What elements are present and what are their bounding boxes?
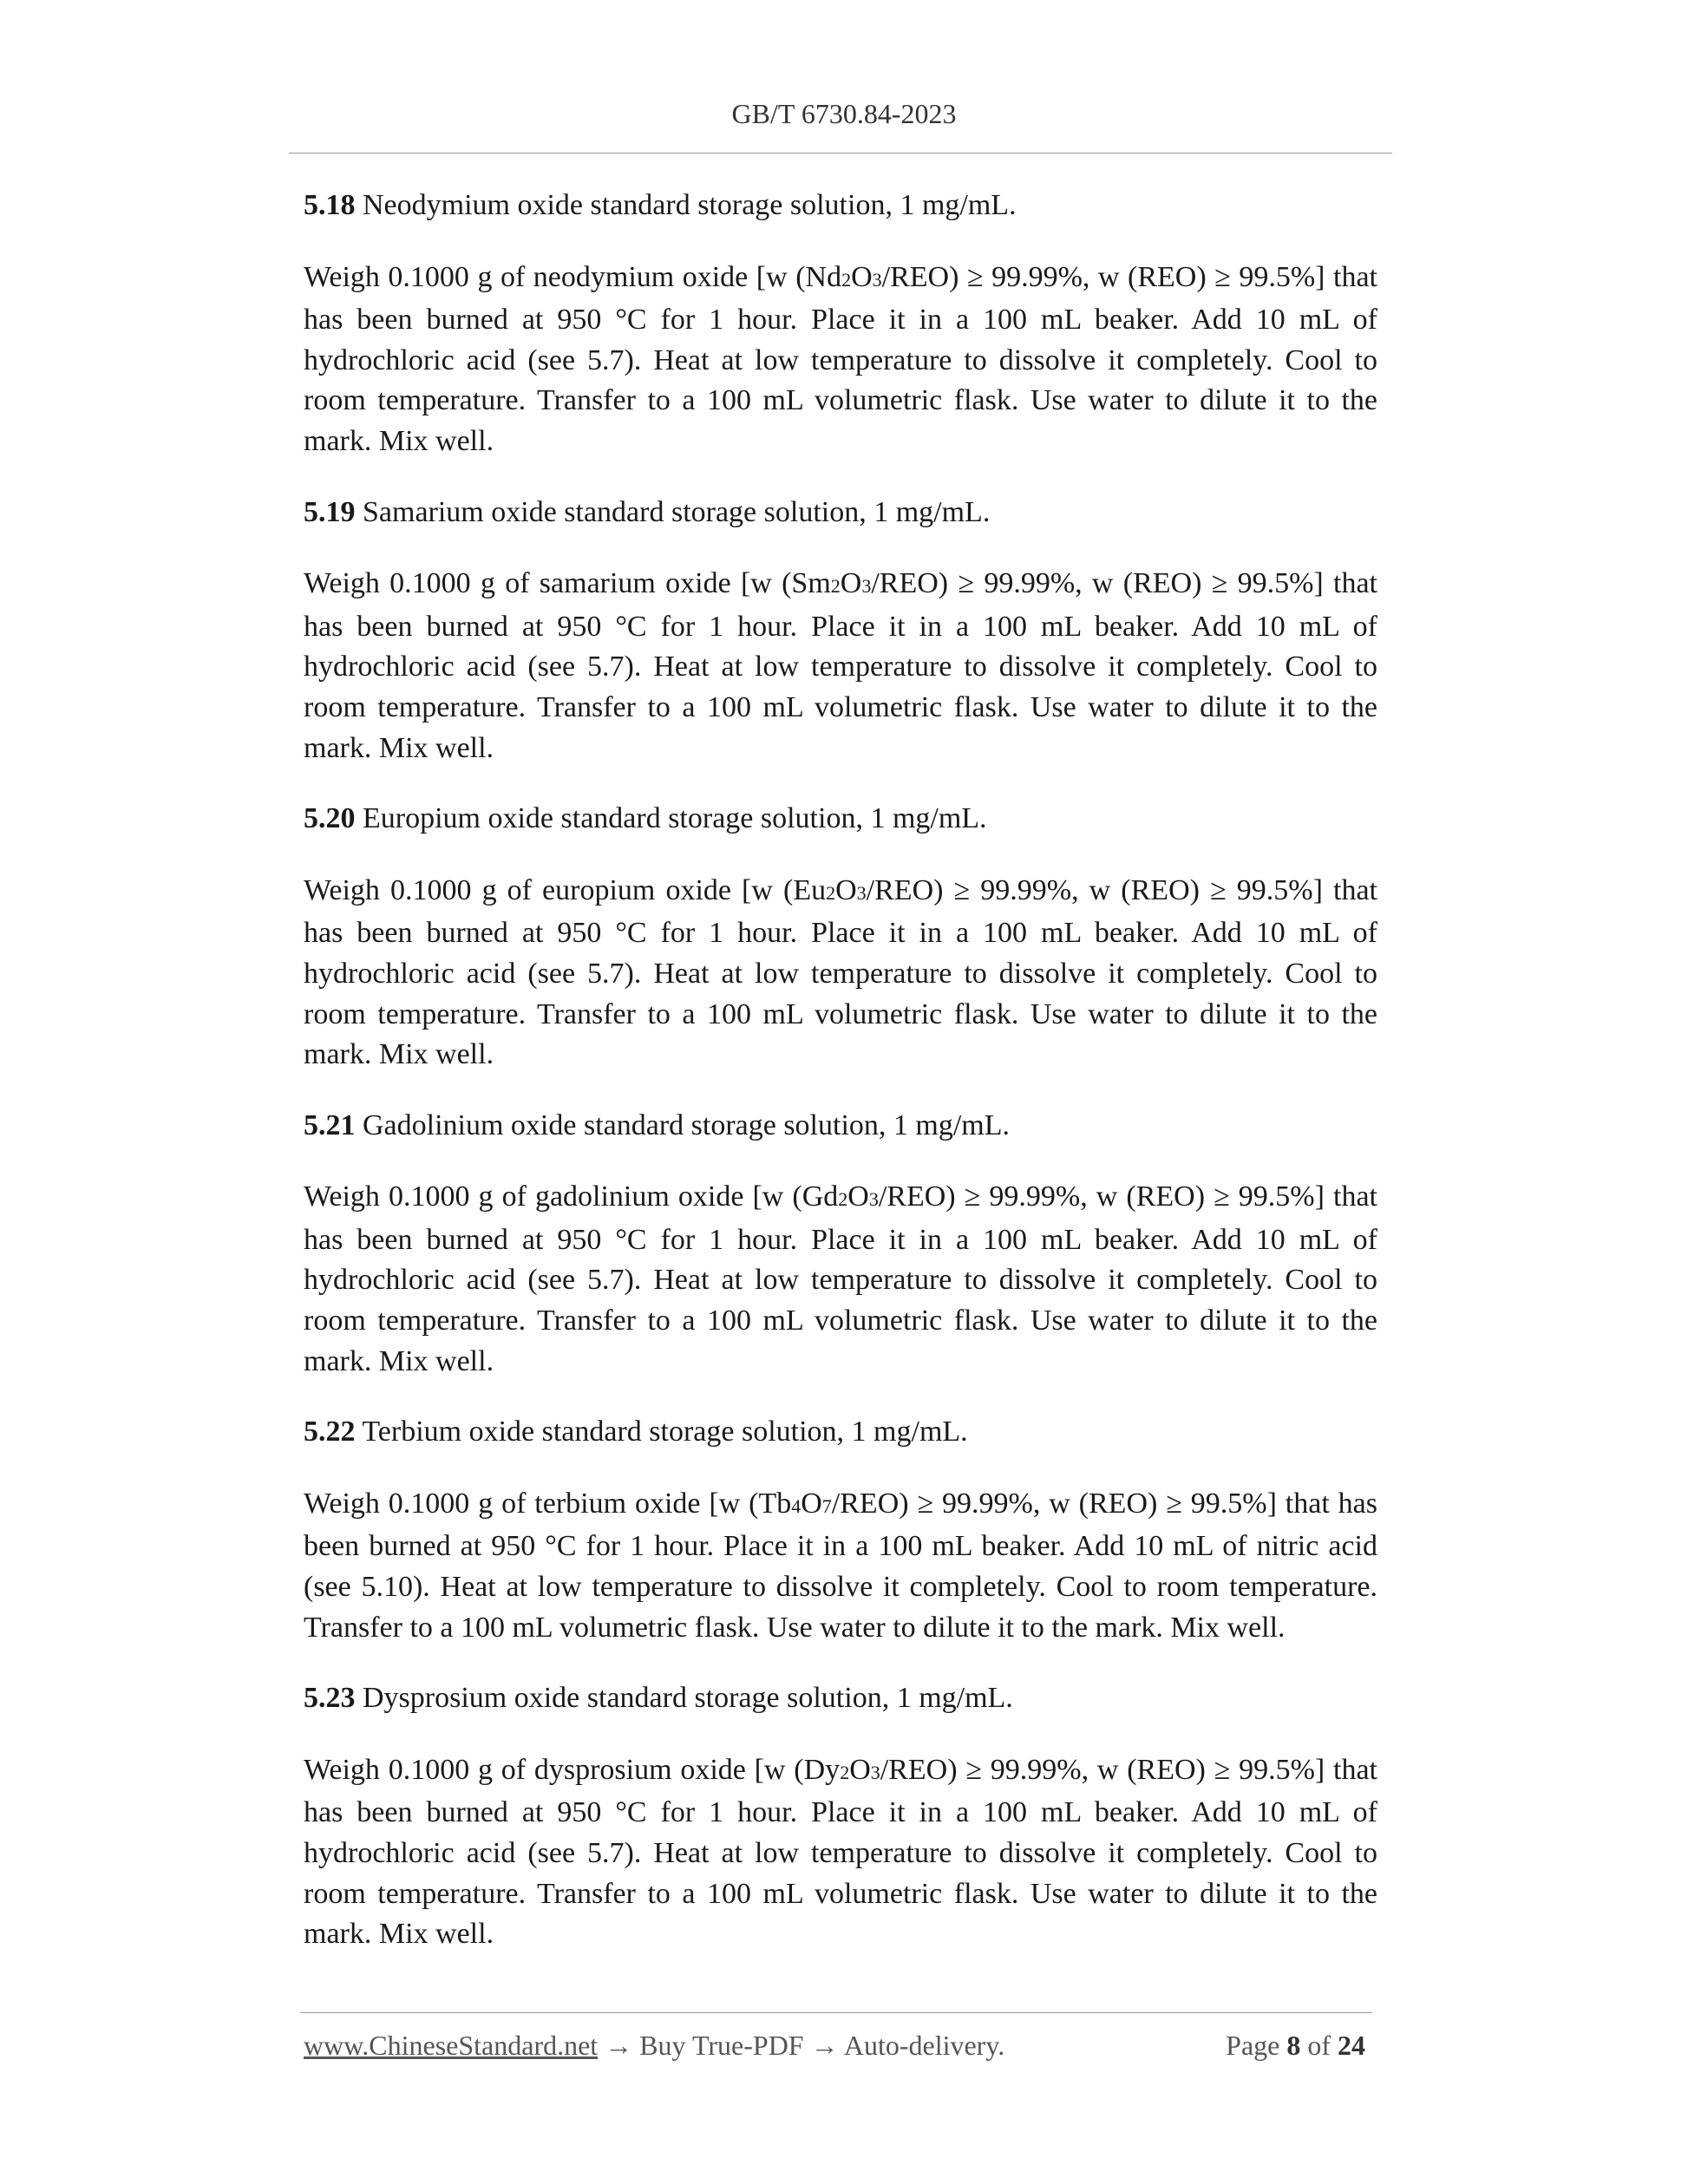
paragraph-text: O bbox=[849, 1753, 871, 1786]
subscript: 3 bbox=[861, 575, 872, 598]
section-number: 5.20 bbox=[304, 802, 356, 835]
section-heading-5-20 bbox=[304, 799, 1377, 840]
page-of-label: of bbox=[1300, 2030, 1338, 2061]
subscript: 2 bbox=[838, 1188, 848, 1211]
section-heading-5-18 bbox=[304, 186, 1377, 226]
paragraph-text: Weigh 0.1000 g of neodymium oxide [w (Nd bbox=[304, 260, 842, 293]
section-heading-5-23 bbox=[304, 1678, 1377, 1719]
footer-promo bbox=[304, 2030, 1004, 2062]
header-divider bbox=[289, 153, 1392, 154]
page-indicator bbox=[1226, 2030, 1365, 2062]
subscript: 2 bbox=[841, 268, 852, 291]
section-paragraph-5-23 bbox=[304, 1750, 1377, 1955]
subscript: 2 bbox=[826, 881, 836, 904]
section-heading-5-19 bbox=[304, 493, 1377, 533]
section-number: 5.22 bbox=[304, 1416, 356, 1448]
page-label: Page bbox=[1226, 2030, 1287, 2061]
section-heading-5-22 bbox=[304, 1412, 1377, 1453]
paragraph-text: O bbox=[847, 1180, 869, 1213]
paragraph-text: O bbox=[840, 567, 862, 600]
paragraph-text: Weigh 0.1000 g of samarium oxide [w (Sm bbox=[304, 567, 831, 600]
subscript: 7 bbox=[821, 1494, 832, 1517]
paragraph-text: /REO) ≥ 99.99%, w (REO) ≥ 99.5%] that has been burned at 950 °C for 1 hour. Place it in a 100 mL beaker. Add 10 mL of hydrochloric acid (see 5.7). Heat at low temperature to dissolve it completely. Cool to room temperature. Transfer to a 100 mL volumetric flask. Use water to dilute it to the mark. Mix well. bbox=[304, 1753, 1377, 1951]
website-link[interactable]: www.ChineseStandard.net bbox=[304, 2030, 599, 2061]
subscript: 3 bbox=[870, 1761, 880, 1783]
section-paragraph-5-22 bbox=[304, 1484, 1377, 1648]
section-number: 5.19 bbox=[304, 495, 356, 528]
section-paragraph-5-21 bbox=[304, 1177, 1377, 1382]
paragraph-text: /REO) ≥ 99.99%, w (REO) ≥ 99.5%] that has been burned at 950 °C for 1 hour. Place it in a 100 mL beaker. Add 10 mL of nitric acid (see 5.10). Heat at low temperature to dissolve it completely. Cool to room temperature. Transfer to a 100 mL volumetric flask. Use water to dilute it to the mark. Mix well. bbox=[304, 1487, 1377, 1644]
paragraph-text: O bbox=[801, 1487, 822, 1520]
paragraph-text: O bbox=[835, 873, 857, 906]
subscript: 3 bbox=[868, 1188, 879, 1211]
subscript: 3 bbox=[872, 268, 882, 291]
section-title: Terbium oxide standard storage solution, 1 mg/mL. bbox=[355, 1416, 968, 1448]
paragraph-text: /REO) ≥ 99.99%, w (REO) ≥ 99.5%] that has been burned at 950 °C for 1 hour. Place it in a 100 mL beaker. Add 10 mL of hydrochloric acid (see 5.7). Heat at low temperature to dissolve it completely. Cool to room temperature. Transfer to a 100 mL volumetric flask. Use water to dilute it to the mark. Mix well. bbox=[304, 260, 1377, 457]
total-pages-number: 24 bbox=[1338, 2030, 1365, 2061]
paragraph-text: Weigh 0.1000 g of gadolinium oxide [w (Gd bbox=[304, 1180, 839, 1213]
footer-divider bbox=[300, 2012, 1372, 2013]
subscript: 2 bbox=[840, 1761, 850, 1783]
section-paragraph-5-19 bbox=[304, 564, 1377, 768]
paragraph-text: Weigh 0.1000 g of europium oxide [w (Eu bbox=[304, 873, 827, 906]
paragraph-text: /REO) ≥ 99.99%, w (REO) ≥ 99.5%] that has been burned at 950 °C for 1 hour. Place it in a 100 mL beaker. Add 10 mL of hydrochloric acid (see 5.7). Heat at low temperature to dissolve it completely. Cool to room temperature. Transfer to a 100 mL volumetric flask. Use water to dilute it to the mark. Mix well. bbox=[304, 873, 1377, 1071]
section-number: 5.21 bbox=[304, 1108, 356, 1141]
document-body bbox=[304, 186, 1377, 1985]
subscript: 4 bbox=[791, 1494, 801, 1517]
section-paragraph-5-18 bbox=[304, 258, 1377, 462]
section-number: 5.18 bbox=[304, 189, 356, 221]
paragraph-text: Weigh 0.1000 g of terbium oxide [w (Tb bbox=[304, 1487, 792, 1520]
section-title: Dysprosium oxide standard storage solution, 1 mg/mL. bbox=[355, 1682, 1013, 1715]
current-page-number: 8 bbox=[1286, 2030, 1301, 2061]
paragraph-text: /REO) ≥ 99.99%, w (REO) ≥ 99.5%] that has been burned at 950 °C for 1 hour. Place it in a 100 mL beaker. Add 10 mL of hydrochloric acid (see 5.7). Heat at low temperature to dissolve it completely. Cool to room temperature. Transfer to a 100 mL volumetric flask. Use water to dilute it to the mark. Mix well. bbox=[304, 567, 1377, 764]
paragraph-text: /REO) ≥ 99.99%, w (REO) ≥ 99.5%] that has been burned at 950 °C for 1 hour. Place it in a 100 mL beaker. Add 10 mL of hydrochloric acid (see 5.7). Heat at low temperature to dissolve it completely. Cool to room temperature. Transfer to a 100 mL volumetric flask. Use water to dilute it to the mark. Mix well. bbox=[304, 1180, 1377, 1377]
section-heading-5-21 bbox=[304, 1106, 1377, 1147]
section-title: Gadolinium oxide standard storage solution, 1 mg/mL. bbox=[355, 1108, 1011, 1141]
footer-promo-text: → Buy True-PDF → Auto-delivery. bbox=[598, 2030, 1005, 2061]
section-title: Europium oxide standard storage solution, 1 mg/mL. bbox=[355, 802, 987, 835]
section-title: Neodymium oxide standard storage solution, 1 mg/mL. bbox=[355, 189, 1017, 221]
paragraph-text: Weigh 0.1000 g of dysprosium oxide [w (Dy bbox=[304, 1753, 841, 1786]
section-number: 5.23 bbox=[304, 1682, 356, 1715]
document-code-header: GB/T 6730.84-2023 bbox=[731, 98, 957, 129]
subscript: 3 bbox=[856, 881, 867, 904]
subscript: 2 bbox=[830, 575, 841, 598]
section-paragraph-5-20 bbox=[304, 871, 1377, 1076]
section-title: Samarium oxide standard storage solution, 1 mg/mL. bbox=[355, 495, 991, 528]
paragraph-text: O bbox=[851, 260, 873, 293]
